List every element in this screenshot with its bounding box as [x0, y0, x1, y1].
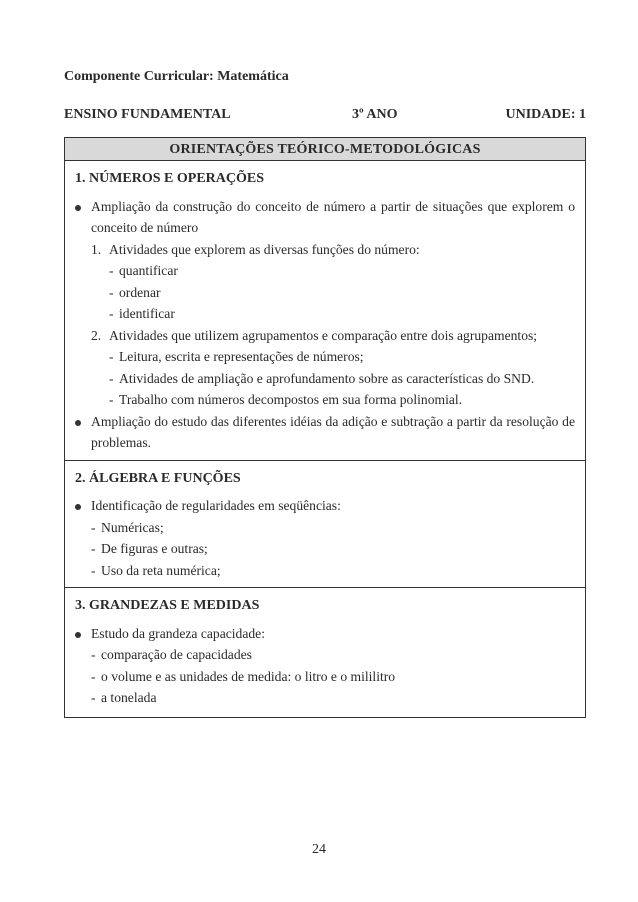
sub-item: - a tonelada	[91, 690, 157, 705]
sub-item-text: o volume e as unidades de medida: o litro e o mililitro	[101, 668, 396, 684]
sub-item-text: Atividades de ampliação e aprofundamento sobre as características do SND.	[119, 370, 535, 386]
sub-item-text: a tonelada	[101, 690, 157, 705]
sub-item: - Uso da reta numérica;	[91, 562, 221, 578]
sub-item-text: De figuras e outras;	[101, 541, 208, 556]
section-title: 3. GRANDEZAS E MEDIDAS	[75, 598, 260, 613]
sub-item: - quantificar	[109, 263, 178, 278]
item-text: Atividades que explorem as diversas funções do número:	[109, 241, 420, 257]
page-number: 24	[312, 842, 326, 857]
sub-item-text: comparação de capacidades	[101, 647, 252, 662]
item-number: 2.	[91, 327, 102, 343]
sub-item: - Trabalho com números decompostos em sua forma polinomial.	[109, 392, 463, 407]
sub-item-text: Leitura, escrita e representações de números;	[119, 349, 364, 364]
sub-item: - o volume e as unidades de medida: o litro e o mililitro	[91, 668, 396, 684]
curricular-component: Componente Curricular: Matemática	[64, 69, 289, 84]
section-algebra	[65, 461, 585, 589]
section-grandezas	[65, 588, 585, 717]
section-title: 2. ÁLGEBRA E FUNÇÕES	[75, 470, 241, 486]
bullet-item: Ampliação do estudo das diferentes idéias da adição e subtração a partir da resolução de problemas.	[75, 411, 575, 454]
item-text: Atividades que utilizem agrupamentos e comparação entre dois agrupamentos;	[109, 327, 538, 343]
numbered-item	[75, 239, 575, 261]
sub-item-text: Numéricas;	[101, 519, 164, 535]
sub-item-text: identificar	[119, 306, 175, 321]
section-numeros	[65, 161, 585, 461]
sub-item: - De figuras e outras;	[91, 541, 208, 556]
school-year: 3º ANO	[352, 107, 398, 122]
sub-item: - Atividades de ampliação e aprofundamento sobre as características do SND.	[109, 370, 535, 386]
item-number: 1.	[91, 241, 102, 257]
sub-item-text: Trabalho com números decompostos em sua forma polinomial.	[119, 392, 463, 407]
sub-item: - comparação de capacidades	[91, 647, 252, 662]
bullet-item: Ampliação da construção do conceito de número a partir de situações que explorem o conceito de número	[75, 196, 575, 239]
teaching-level: ENSINO FUNDAMENTAL	[64, 107, 231, 122]
sub-item-text: ordenar	[119, 284, 161, 300]
sub-item: - ordenar	[109, 284, 161, 300]
sub-item-text: quantificar	[119, 263, 178, 278]
table-heading: ORIENTAÇÕES TEÓRICO-METODOLÓGICAS	[65, 138, 585, 161]
sub-item-text: Uso da reta numérica;	[101, 562, 221, 578]
sub-item: - Leitura, escrita e representações de números;	[109, 349, 364, 364]
section-title: 1. NÚMEROS E OPERAÇÕES	[75, 171, 265, 186]
numbered-item	[75, 325, 575, 347]
unit-label: UNIDADE: 1	[505, 107, 586, 122]
orientations-table	[64, 137, 586, 718]
bullet-item: Estudo da grandeza capacidade:	[75, 623, 575, 645]
bullet-item: Identificação de regularidades em seqüências:	[75, 495, 575, 517]
sub-item: - Numéricas;	[91, 519, 164, 535]
sub-item: - identificar	[109, 306, 175, 321]
